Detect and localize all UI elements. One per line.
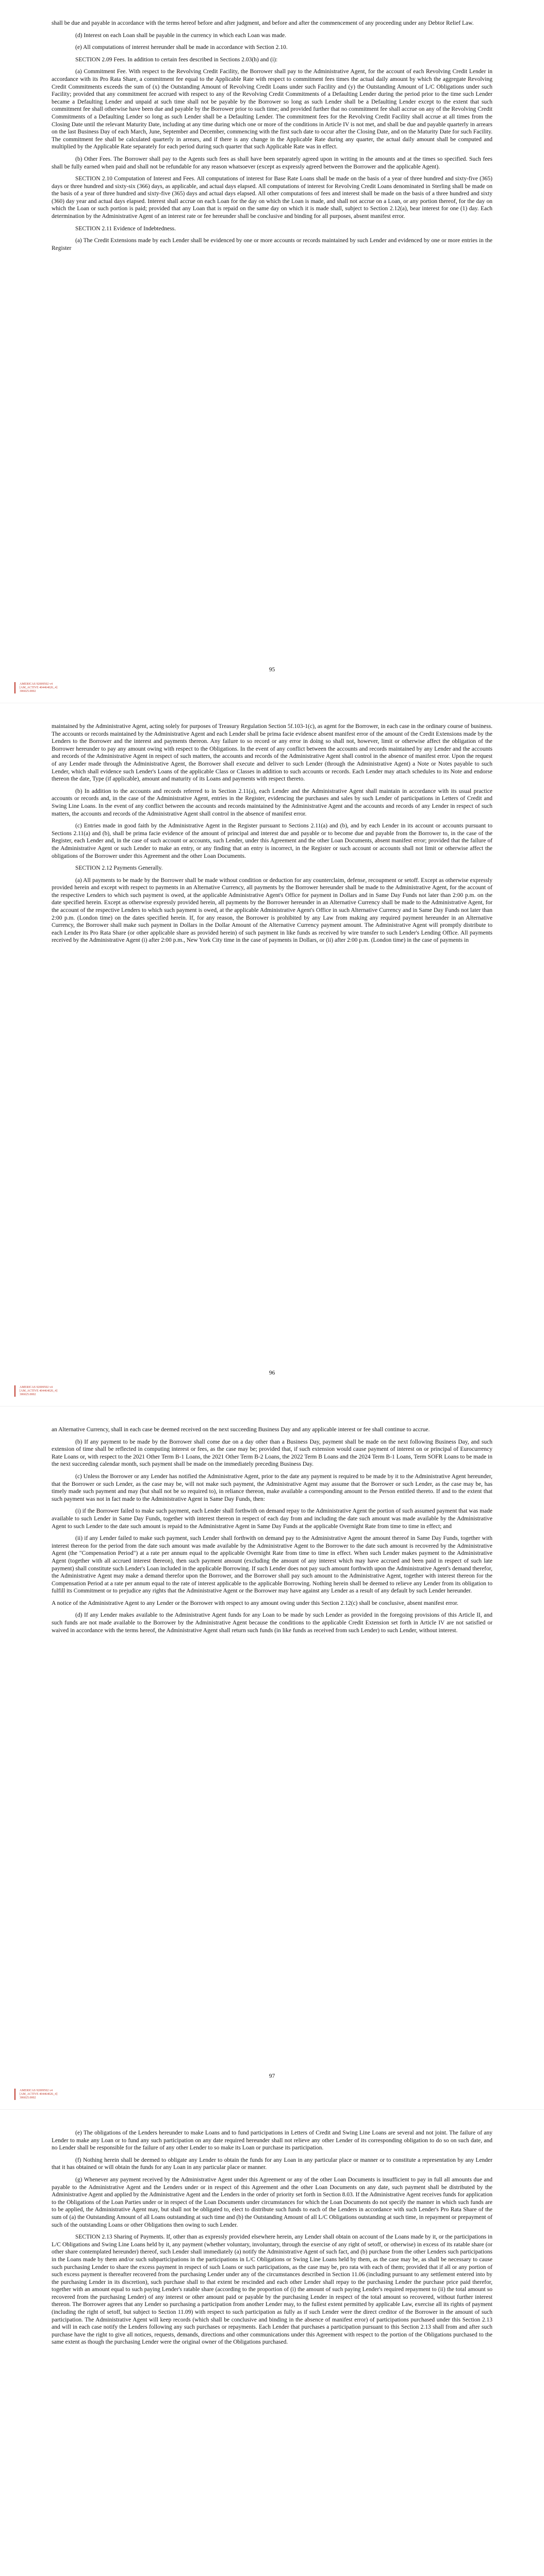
footer-line: 306025.0002 [20, 2096, 36, 2099]
body-paragraph: shall be due and payable in accordance with the terms hereof before and after judgment, and before and after the commencement of any proceeding under any Debtor Relief Law. [52, 20, 474, 26]
section-paragraph: SECTION 2.13 Sharing of Payments. If, other than as expressly provided elsewhere herein, any Lender shall obtain on account of the Loans made by it, or the participations in L/C Obligations and Swing Line Loans held by it, any payment (whether voluntary, involuntary, through the exercise of any right of setoff, or otherwise) in excess of its ratable share (or other share contemplated hereunder) thereof, such Lender shall immediately (a) notify the Administrative Agent of such fact, and (b) purchase from the other Lenders such participations in the Loans made by them and/or such subparticipations in the participations in L/C Obligations or Swing Line Loans held by them, as the case may be, as shall be necessary to cause such purchasing Lender to share the excess payment in respect of such Loans or such participations, as the case may be, pro rata with each of them; provided that if all or any portion of such excess payment is thereafter recovered from the purchasing Lender under any of the circumstances described in Section 11.06 (including pursuant to any settlement entered into by the purchasing Lender in its discretion), such purchase shall to that extent be rescinded and each other Lender shall repay to the purchasing Lender the purchase price paid therefor, together with an amount equal to such paying Lender's ratable share (according to the proportion of (i) the amount of such paying Lender's required repayment to (ii) the total amount so recovered from the purchasing Lender) of any interest or other amount paid or payable by the purchasing Lender in respect of the total amount so recovered, without further interest thereon. The Borrower agrees that any Lender so purchasing a participation from another Lender may, to the fullest extent permitted by applicable Law, exercise all its rights of payment (including the right of setoff, but subject to Section 11.09) with respect to such participation as fully as if such Lender were the direct creditor of the Borrower in the amount of such participation. The Administrative Agent will keep records (which shall be conclusive and binding in the absence of manifest error) of participations purchased under this Section 2.13 and will in each case notify the Lenders following any such purchases or repayments. Each Lender that purchases a participation pursuant to this Section 2.13 shall from and after such purchase have the right to give all notices, requests, demands, directions and other communications under this Agreement with respect to the portion of the Obligations purchased to the same extent as though the purchasing Lender were the original owner of the Obligations purchased. [52, 2234, 492, 2346]
footer-line: AMERICAS 92009502 v4 [20, 2089, 53, 2092]
body-paragraph: (a) All payments to be made by the Borrower shall be made without condition or deduction for any counterclaim, defense, recoupment or setoff. Except as otherwise expressly provided herein and except with respect to payments in an Alternative Currency, all payments by the Borrower hereunder shall be made to the Administrative Agent, for the account of the respective Lenders to which such payment is owed, at the applicable Administrative Agent's Office for payment in Dollars and in Same Day Funds not later than 2:00 p.m. on the date specified herein. Except as otherwise expressly provided herein, all payments by the Borrower hereunder in an Alternative Currency shall be made to the Administrative Agent, for the account of the respective Lenders to which such payment is owed, at the applicable Administrative Agent's Office in such Alternative Currency and in Same Day Funds not later than 2:00 p.m. (London time) on the dates specified herein. If, for any reason, the Borrower is prohibited by any Law from making any required payment hereunder in an Alternative Currency, the Borrower shall make such payment in Dollars in the Dollar Amount of the Alternative Currency payment amount. The Administrative Agent will promptly distribute to each Lender its Pro Rata Share (or other applicable share as provided herein) of such payment in like funds as received by wire transfer to such Lender's Lending Office. All payments received by the Administrative Agent (i) after 2:00 p.m., New York City time in the case of payments in Dollars, or (ii) after 2:00 p.m. (London time) in the case of payments in [52, 877, 492, 944]
body-paragraph: (c) Unless the Borrower or any Lender has notified the Administrative Agent, prior to the date any payment is required to be made by it to the Administrative Agent hereunder, that the Borrower or such Lender, as the case may be, will not make such payment, the Administrative Agent may assume that the Borrower or such Lender, as the case may be, has timely made such payment and may (but shall not be so required to), in reliance thereon, make available a corresponding amount to the Person entitled thereto. If and to the extent that such payment was not in fact made to the Administrative Agent in Same Day Funds, then: [52, 1473, 492, 1502]
page-body [52, 1426, 492, 1634]
body-paragraph: (ii) if any Lender failed to make such payment, such Lender shall forthwith on demand pay to the Administrative Agent the amount thereof in Same Day Funds, together with interest thereon for the period from the date such amount was made available by the Administrative Agent to the Borrower to the date such amount is recovered by the Administrative Agent (the "Compensation Period") at a rate per annum equal to the applicable Overnight Rate from time to time in effect. When such Lender makes payment to the Administrative Agent (together with all accrued interest thereon), then such payment amount (excluding the amount of any interest which may have accrued and been paid in respect of such late payment) shall constitute such Lender's Loan included in the applicable Borrowing. If such Lender does not pay such amount forthwith upon the Administrative Agent's demand therefor, the Administrative Agent may make a demand therefor upon the Borrower, and the Borrower shall pay such amount to the Administrative Agent, together with interest thereon for the Compensation Period at a rate per annum equal to the rate of interest applicable to the applicable Borrowing. Nothing herein shall be deemed to relieve any Lender from its obligation to fulfill its Commitment or to prejudice any rights that the Administrative Agent or the Borrower may have against any Lender as a result of any default by such Lender hereunder. [52, 1535, 492, 1595]
footer-line: [AM_ACTIVE 404464026_4] [20, 1389, 58, 1393]
footer-line: AMERICAS 92009502 v4 [20, 683, 53, 686]
footer-line: 306025.0002 [20, 1393, 36, 1396]
body-paragraph: (b) If any payment to be made by the Borrower shall come due on a day other than a Business Day, payment shall be made on the next following Business Day, and such extension of time shall be reflected in computing interest or fees, as the case may be; provided that, if such extension would cause payment of interest on or principal of Eurocurrency Rate Loans or, with respect to the 2021 Other Term B-1 Loans, the 2021 Other Term B-2 Loans, the 2022 Term B Loans and the 2024 Term B-1 Loans, Term SOFR Loans to be made in the next succeeding calendar month, such payment shall be made on the immediately preceding Business Day. [52, 1438, 492, 1468]
body-paragraph: an Alternative Currency, shall in each case be deemed received on the next succeeding Business Day and any applicable interest or fee shall continue to accrue. [52, 1427, 430, 1433]
page-97 [0, 1406, 544, 2110]
footer-line: AMERICAS 92009502 v4 [20, 1386, 53, 1389]
page-body [52, 2129, 492, 2346]
body-paragraph: (c) Entries made in good faith by the Administrative Agent in the Register pursuant to Sections 2.11(a) and (b), and by each Lender in its account or accounts pursuant to Sections 2.11(a) and (b), shall be prima facie evidence of the amount of principal and interest due and payable or to become due and payable from the Borrower to, in the case of the Register, each Lender and, in the case of such account or accounts, such Lender, under this Agreement and the other Loan Documents, absent manifest error; provided that the failure of the Administrative Agent or such Lender to make an entry, or any finding that an entry is incorrect, in the Register or such account or accounts shall not limit or otherwise affect the obligations of the Borrower under this Agreement and the other Loan Documents. [52, 823, 492, 859]
footer-change-bar [14, 2089, 15, 2100]
page-96 [0, 703, 544, 1406]
section-paragraph: SECTION 2.11 Evidence of Indebtedness. [75, 225, 176, 232]
footer-line: [AM_ACTIVE 404464026_4] [20, 2093, 58, 2096]
body-paragraph: (a) The Credit Extensions made by each Lender shall be evidenced by one or more accounts or records maintained by such Lender and evidenced by one or more entries in the Register [52, 238, 492, 251]
page-95 [0, 0, 544, 703]
footer-change-bar [14, 682, 15, 693]
body-paragraph: (e) All computations of interest hereunder shall be made in accordance with Section 2.10. [75, 44, 288, 51]
body-paragraph: (d) If any Lender makes available to the Administrative Agent funds for any Loan to be made by such Lender as provided in the foregoing provisions of this Article II, and such funds are not made available to the Borrower by the Administrative Agent because the conditions to the applicable Credit Extension set forth in Article IV are not satisfied or waived in accordance with the terms hereof, the Administrative Agent shall return such funds (in like funds as received from such Lender) to such Lender, without interest. [52, 1612, 492, 1634]
page-number: 97 [269, 2073, 275, 2079]
body-paragraph: (f) Nothing herein shall be deemed to obligate any Lender to obtain the funds for any Loan in any particular place or manner or to constitute a representation by any Lender that it has obtained or will obtain the funds for any Loan in any particular place or manner. [52, 2157, 492, 2171]
footer-change-bar [14, 1385, 15, 1397]
document-footer [20, 683, 57, 693]
section-paragraph: SECTION 2.09 Fees. In addition to certain fees described in Sections 2.03(h) and (i): [75, 56, 278, 63]
body-paragraph: A notice of the Administrative Agent to any Lender or the Borrower with respect to any amount owing under this Section 2.12(c) shall be conclusive, absent manifest error. [52, 1600, 458, 1606]
body-paragraph: (a) Commitment Fee. With respect to the Revolving Credit Facility, the Borrower shall pay to the Administrative Agent, for the account of each Revolving Credit Lender in accordance with its Pro Rata Share, a commitment fee equal to the Applicable Rate with respect to commitment fees times the actual daily amount by which the aggregate Revolving Credit Commitments exceeds the sum of (x) the Outstanding Amount of Revolving Credit Loans under such Facility and (y) the Outstanding Amount of L/C Obligations under such Facility; provided that any commitment fee accrued with respect to any of the Revolving Credit Commitments of a Defaulting Lender during the period prior to the time such Lender became a Defaulting Lender and unpaid at such time shall not be payable by the Borrower so long as such Lender shall be a Defaulting Lender except to the extent that such commitment fee shall otherwise have been due and payable by the Borrower prior to such time; and provided further that no commitment fee shall accrue on any of the Revolving Credit Commitments of a Defaulting Lender so long as such Lender shall be a Defaulting Lender. The commitment fees for the Revolving Credit Facility shall accrue at all times from the Closing Date until the relevant Maturity Date, including at any time during which one or more of the conditions in Article IV is not met, and shall be due and payable quarterly in arrears on the last Business Day of each March, June, September and December, commencing with the first such date to occur after the Closing Date, and on the Maturity Date for such Facility. The commitment fee shall be calculated quarterly in arrears, and if there is any change in the Applicable Rate during any quarter, the actual daily amount shall be computed and multiplied by the Applicable Rate separately for each period during such quarter that such Applicable Rate was in effect. [52, 69, 492, 150]
body-paragraph: (e) The obligations of the Lenders hereunder to make Loans and to fund participations in Letters of Credit and Swing Line Loans are several and not joint. The failure of any Lender to make any Loan or to fund any such participation on any date required hereunder shall not relieve any other Lender of its corresponding obligation to do so on such date, and no Lender shall be responsible for the failure of any other Lender to so make its Loan or purchase its participation. [52, 2130, 492, 2151]
body-paragraph: maintained by the Administrative Agent, acting solely for purposes of Treasury Regulation Section 5f.103-1(c), as agent for the Borrower, in each case in the ordinary course of business. The accounts or records maintained by the Administrative Agent and each Lender shall be prima facie evidence absent manifest error of the amount of the Credit Extensions made by the Lenders to the Borrower and the interest and payments thereon. Any failure to so record or any error in doing so shall not, however, limit or otherwise affect the obligation of the Borrower hereunder to pay any amount owing with respect to the Obligations. In the event of any conflict between the accounts and records maintained by any Lender and the accounts and records of the Administrative Agent in respect of such matters, the accounts and records of the Administrative Agent shall control in the absence of manifest error. Upon the request of any Lender made through the Administrative Agent, the Borrower shall execute and deliver to such Lender (through the Administrative Agent) a Note or Notes payable to such Lender, which shall evidence such Lender's Loans of the applicable Class or Classes in addition to such accounts or records. Each Lender may attach schedules to its Note and endorse thereon the date, Type (if applicable), amount and maturity of its Loans and payments with respect thereto. [52, 723, 492, 783]
page-98 [0, 2110, 544, 2576]
page-body [52, 723, 492, 944]
body-paragraph: (d) Interest on each Loan shall be payable in the currency in which each Loan was made. [75, 32, 287, 39]
section-paragraph: SECTION 2.12 Payments Generally. [75, 865, 163, 872]
body-paragraph: (g) Whenever any payment received by the Administrative Agent under this Agreement or any of the other Loan Documents is insufficient to pay in full all amounts due and payable to the Administrative Agent and the Lenders under or in respect of this Agreement and the other Loan Documents on any date, such payment shall be distributed by the Administrative Agent and applied by the Administrative Agent and the Lenders in the order of priority set forth in Section 8.03. If the Administrative Agent receives funds for application to the Obligations of the Loan Parties under or in respect of the Loan Documents under circumstances for which the Loan Documents do not specify the manner in which such funds are to be applied, the Administrative Agent may, but shall not be obligated to, elect to distribute such funds to each of the Lenders in accordance with such Lender's Pro Rata Share of the sum of (a) the Outstanding Amount of all Loans outstanding at such time and (b) the Outstanding Amount of all L/C Obligations outstanding at such time, in repayment or prepayment of such of the outstanding Loans or other Obligations then owing to such Lender. [52, 2176, 493, 2228]
section-paragraph: SECTION 2.10 Computation of Interest and Fees. All computations of interest for Base Rate Loans shall be made on the basis of a year of three hundred and sixty-five (365) days or three hundred and sixty-six (366) days, as applicable, and actual days elapsed. All computations of interest for Revolving Credit Loans denominated in Sterling shall be made on the basis of a year of three hundred and sixty-five (365) days and actual days elapsed. All other computations of fees and interest shall be made on the basis of a three hundred and sixty (360) day year and actual days elapsed. Interest shall accrue on each Loan for the day on which the Loan is made, and shall not accrue on a Loan, or any portion thereof, for the day on which the Loan or such portion is paid; provided that any Loan that is repaid on the same day on which it is made shall, subject to Section 2.12(a), bear interest for one (1) day. Each determination by the Administrative Agent of an interest rate or fee hereunder shall be conclusive and binding for all purposes, absent manifest error. [52, 176, 492, 220]
footer-line: 306025.0002 [20, 690, 36, 693]
footer-line: [AM_ACTIVE 404464026_4] [20, 686, 58, 689]
body-paragraph: (i) if the Borrower failed to make such payment, each Lender shall forthwith on demand repay to the Administrative Agent the portion of such assumed payment that was made available to such Lender in Same Day Funds, together with interest thereon in respect of each day from and including the date such amount was made available by the Administrative Agent to such Lender to the date such amount is repaid to the Administrative Agent in Same Day Funds at the applicable Overnight Rate from time to time in effect; and [52, 1508, 492, 1530]
page-number: 96 [269, 1370, 275, 1376]
document-footer [20, 2089, 57, 2100]
page-number: 95 [269, 667, 275, 673]
page-body [52, 20, 492, 252]
body-paragraph: (b) Other Fees. The Borrower shall pay to the Agents such fees as shall have been separately agreed upon in writing in the amounts and at the times so specified. Such fees shall be fully earned when paid and shall not be refundable for any reason whatsoever (except as expressly agreed between the Borrower and the applicable Agent). [52, 156, 492, 170]
body-paragraph: (b) In addition to the accounts and records referred to in Section 2.11(a), each Lender and the Administrative Agent shall maintain in accordance with its usual practice accounts or records and, in the case of the Administrative Agent, entries in the Register, evidencing the purchases and sales by such Lender of participations in Letters of Credit and Swing Line Loans. In the event of any conflict between the accounts and records maintained by the Administrative Agent and the accounts and records of any Lender in respect of such matters, the accounts and records of the Administrative Agent shall control in the absence of manifest error. [52, 788, 492, 817]
document-footer [20, 1386, 57, 1397]
